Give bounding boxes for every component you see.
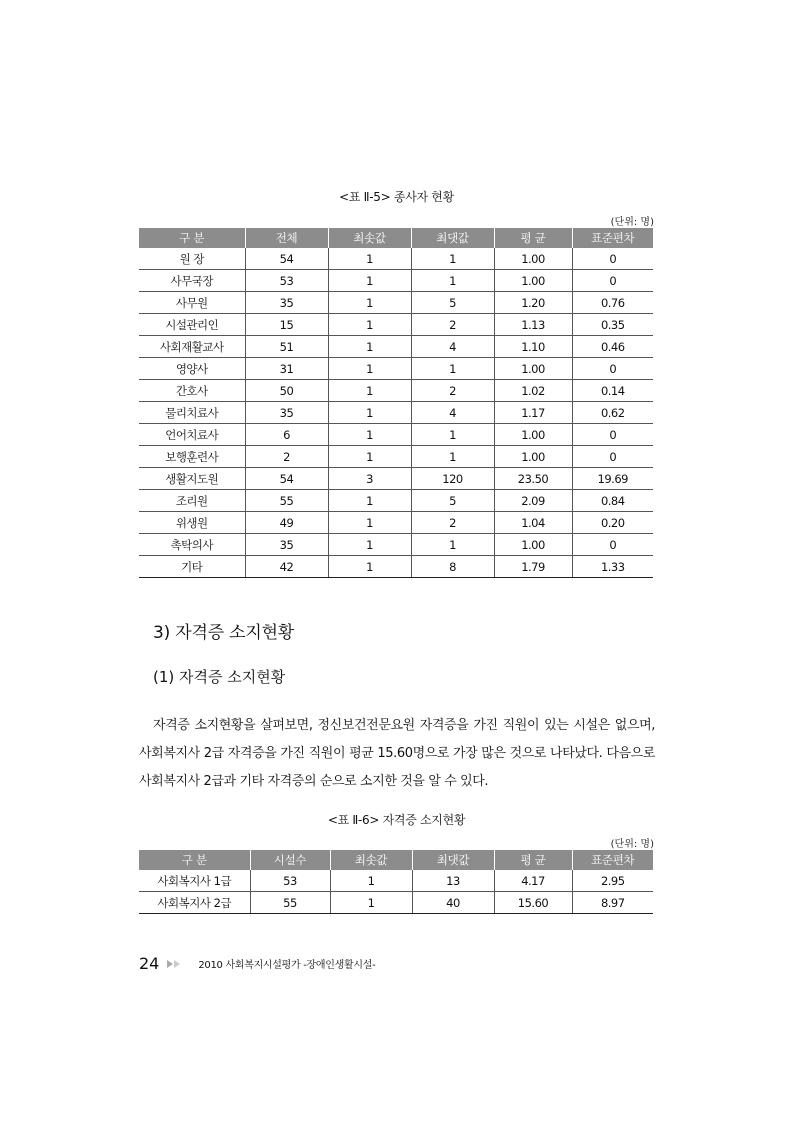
double-arrow-icon: [167, 960, 180, 968]
table-header-row: [139, 228, 653, 248]
column-header: 전체: [245, 228, 328, 248]
table-cell: 0: [572, 248, 653, 270]
table-cell: 사회복지사 2급: [139, 892, 250, 914]
table-cell: 1: [328, 358, 411, 380]
table-cell: 5: [411, 292, 494, 314]
table-cell: 1: [328, 314, 411, 336]
table-cell: 사무원: [139, 292, 245, 314]
table-cell: 위생원: [139, 512, 245, 534]
table-cell: 1: [328, 248, 411, 270]
table-row: [139, 892, 653, 914]
table-cell: 기타: [139, 556, 245, 578]
column-header: 표준편차: [572, 228, 653, 248]
column-header: 시설수: [250, 850, 330, 870]
table-cell: 19.69: [572, 468, 653, 490]
table-cell: 1: [328, 336, 411, 358]
table-row: [139, 358, 653, 380]
table-cell: 1: [411, 446, 494, 468]
table-row: [139, 490, 653, 512]
table-cell: 0: [572, 424, 653, 446]
table-cell: 1.00: [494, 534, 572, 556]
table-cell: 0: [572, 446, 653, 468]
table-cell: 49: [245, 512, 328, 534]
table1-caption: <표 Ⅱ-5> 종사자 현황: [339, 190, 454, 204]
page-number: 24: [139, 954, 160, 973]
table-cell: 1: [330, 892, 412, 914]
table-cell: 35: [245, 534, 328, 556]
table-cell: 영양사: [139, 358, 245, 380]
table-cell: 1: [328, 292, 411, 314]
table-cell: 1: [411, 270, 494, 292]
table-cell: 1: [411, 358, 494, 380]
body-paragraph-text: 자격증 소지현황을 살펴보면, 정신보건전문요원 자격증을 가진 직원이 있는 시설은 없으며, 사회복지사 2급 자격증을 가진 직원이 평균 15.60명으로 가장 많은 것으로 나타났다. 다음으로 사회복지사 2급과 기타 자격증의 순으로 소지한 것을 알 수 있다.: [139, 718, 655, 789]
table-header-row: [139, 850, 653, 870]
table-cell: 1.10: [494, 336, 572, 358]
table-cell: 1: [328, 534, 411, 556]
table-cell: 1: [328, 380, 411, 402]
table-cell: 사회재활교사: [139, 336, 245, 358]
table-cell: 1: [330, 870, 412, 892]
section-heading: 3) 자격증 소지현황: [153, 623, 295, 643]
table-cell: 3: [328, 468, 411, 490]
table-row: [139, 314, 653, 336]
table-cell: 1.00: [494, 248, 572, 270]
table-cell: 사무국장: [139, 270, 245, 292]
table-cell: 1.17: [494, 402, 572, 424]
table-cell: 언어치료사: [139, 424, 245, 446]
table-cell: 간호사: [139, 380, 245, 402]
table-cell: 2: [411, 512, 494, 534]
table2-unit: (단위: 명): [610, 839, 654, 850]
table-cell: 1.00: [494, 446, 572, 468]
column-header: 최솟값: [330, 850, 412, 870]
table-cell: 2.09: [494, 490, 572, 512]
table-cell: 1: [328, 512, 411, 534]
table-cell: 0.62: [572, 402, 653, 424]
table-cell: 1.00: [494, 424, 572, 446]
page-footer: [139, 954, 375, 973]
column-header: 평 균: [494, 228, 572, 248]
table-cell: 0.20: [572, 512, 653, 534]
table-cell: 8.97: [572, 892, 653, 914]
table-cell: 보행훈련사: [139, 446, 245, 468]
table-cell: 1.33: [572, 556, 653, 578]
table-cell: 0.46: [572, 336, 653, 358]
table-cell: 53: [245, 270, 328, 292]
table-cell: 원 장: [139, 248, 245, 270]
table-cell: 1: [328, 402, 411, 424]
table-cell: 1: [411, 248, 494, 270]
table-cell: 0.84: [572, 490, 653, 512]
column-header: 평 균: [494, 850, 572, 870]
table-row: [139, 248, 653, 270]
table-row: [139, 534, 653, 556]
table-cell: 0: [572, 270, 653, 292]
column-header: 구 분: [139, 228, 245, 248]
table-cell: 4: [411, 402, 494, 424]
table-row: [139, 468, 653, 490]
table-cell: 15: [245, 314, 328, 336]
table-cell: 0.76: [572, 292, 653, 314]
table-cell: 31: [245, 358, 328, 380]
staff-table: [139, 228, 653, 578]
table-cell: 2.95: [572, 870, 653, 892]
table-cell: 42: [245, 556, 328, 578]
table-cell: 35: [245, 402, 328, 424]
table-cell: 40: [412, 892, 494, 914]
table-cell: 1.13: [494, 314, 572, 336]
table-cell: 54: [245, 248, 328, 270]
table-row: [139, 402, 653, 424]
table-cell: 6: [245, 424, 328, 446]
table-cell: 1.04: [494, 512, 572, 534]
table-cell: 1.79: [494, 556, 572, 578]
column-header: 구 분: [139, 850, 250, 870]
table-cell: 1: [411, 534, 494, 556]
table-cell: 1: [328, 446, 411, 468]
table-cell: 50: [245, 380, 328, 402]
column-header: 최댓값: [412, 850, 494, 870]
table-cell: 2: [411, 380, 494, 402]
table-cell: 1: [328, 424, 411, 446]
table-cell: 23.50: [494, 468, 572, 490]
table-cell: 53: [250, 870, 330, 892]
table-row: [139, 380, 653, 402]
table-cell: 1.00: [494, 358, 572, 380]
column-header: 표준편차: [572, 850, 653, 870]
table-cell: 1.20: [494, 292, 572, 314]
table-cell: 51: [245, 336, 328, 358]
table-cell: 15.60: [494, 892, 572, 914]
body-paragraph: [139, 712, 655, 796]
table-row: [139, 446, 653, 468]
table2-caption: <표 Ⅱ-6> 자격증 소지현황: [327, 813, 466, 827]
table-cell: 1.00: [494, 270, 572, 292]
table-cell: 5: [411, 490, 494, 512]
table-cell: 0.14: [572, 380, 653, 402]
table-cell: 촉탁의사: [139, 534, 245, 556]
column-header: 최솟값: [328, 228, 411, 248]
section-subheading: (1) 자격증 소지현황: [153, 668, 286, 686]
table-row: [139, 424, 653, 446]
certificate-table: [139, 850, 653, 914]
table-cell: 55: [250, 892, 330, 914]
table-cell: 1: [328, 490, 411, 512]
table-cell: 54: [245, 468, 328, 490]
table-cell: 55: [245, 490, 328, 512]
table-row: [139, 336, 653, 358]
table-cell: 1: [328, 270, 411, 292]
table-cell: 사회복지사 1급: [139, 870, 250, 892]
table1-unit: (단위: 명): [610, 217, 654, 228]
table-cell: 120: [411, 468, 494, 490]
table-row: [139, 556, 653, 578]
column-header: 최댓값: [411, 228, 494, 248]
table-cell: 생활지도원: [139, 468, 245, 490]
table-cell: 0: [572, 358, 653, 380]
table-cell: 0.35: [572, 314, 653, 336]
table-cell: 4.17: [494, 870, 572, 892]
table-cell: 4: [411, 336, 494, 358]
table-cell: 1: [328, 556, 411, 578]
table-cell: 0: [572, 534, 653, 556]
table-cell: 8: [411, 556, 494, 578]
table-row: [139, 270, 653, 292]
table-row: [139, 512, 653, 534]
table-cell: 조리원: [139, 490, 245, 512]
table-cell: 물리치료사: [139, 402, 245, 424]
table-cell: 시설관리인: [139, 314, 245, 336]
table-cell: 1: [411, 424, 494, 446]
table-cell: 2: [245, 446, 328, 468]
table-cell: 2: [411, 314, 494, 336]
table-cell: 1.02: [494, 380, 572, 402]
table-cell: 35: [245, 292, 328, 314]
table-row: [139, 292, 653, 314]
table-row: [139, 870, 653, 892]
footer-title: 2010 사회복지시설평가 -장애인생활시설-: [198, 960, 376, 971]
table-cell: 13: [412, 870, 494, 892]
